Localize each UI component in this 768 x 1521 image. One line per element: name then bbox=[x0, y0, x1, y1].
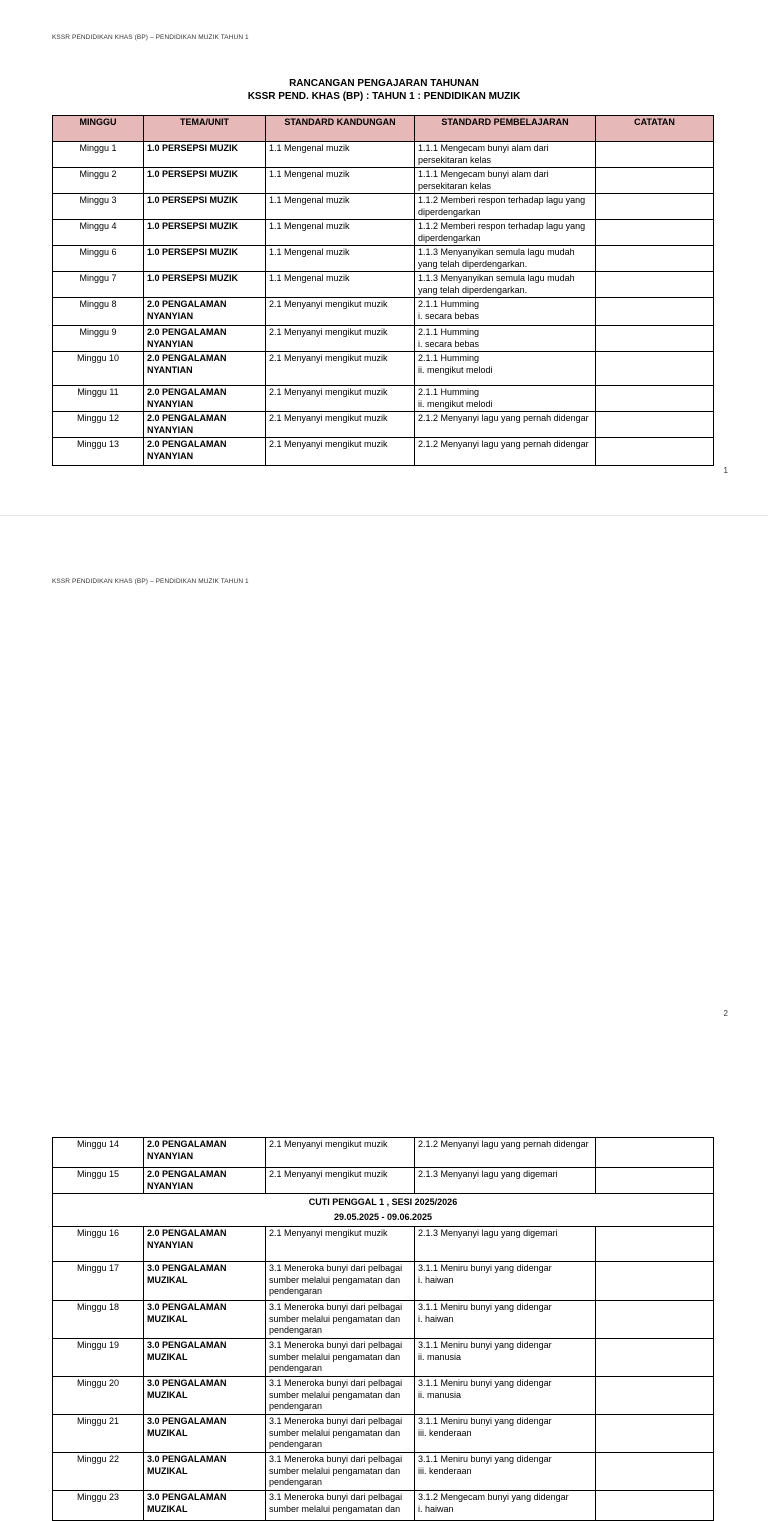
cell-kandungan: 1.1 Mengenal muzik bbox=[266, 194, 415, 220]
table-row bbox=[53, 1262, 714, 1301]
cell-tema: 2.0 PENGALAMAN NYANYIAN bbox=[144, 326, 266, 352]
table-row bbox=[53, 1138, 714, 1168]
cell-minggu: Minggu 10 bbox=[53, 352, 144, 386]
cell-minggu: Minggu 12 bbox=[53, 412, 144, 438]
cell-catatan bbox=[596, 1377, 714, 1415]
table-header-row bbox=[53, 116, 714, 142]
cell-catatan bbox=[596, 272, 714, 298]
cell-catatan bbox=[596, 1453, 714, 1491]
table-row bbox=[53, 1168, 714, 1194]
page-number: 1 bbox=[723, 466, 728, 475]
cell-pembelajaran: 3.1.1 Meniru bunyi yang didengar iii. kenderaan bbox=[415, 1453, 596, 1491]
cell-kandungan: 2.1 Menyanyi mengikut muzik bbox=[266, 386, 415, 412]
cell-minggu: Minggu 17 bbox=[53, 1262, 144, 1301]
cell-catatan bbox=[596, 352, 714, 386]
table-row bbox=[53, 194, 714, 220]
cell-pembelajaran: 2.1.3 Menyanyi lagu yang digemari bbox=[415, 1227, 596, 1262]
cell-kandungan: 3.1 Meneroka bunyi dari pelbagai sumber melalui pengamatan dan pendengaran bbox=[266, 1301, 415, 1339]
cell-tema: 3.0 PENGALAMAN MUZIKAL bbox=[144, 1262, 266, 1301]
cell-pembelajaran: 1.1.3 Menyanyikan semula lagu mudah yang telah diperdengarkan. bbox=[415, 246, 596, 272]
cell-minggu: Minggu 3 bbox=[53, 194, 144, 220]
table-row bbox=[53, 1453, 714, 1491]
cell-pembelajaran: 1.1.1 Mengecam bunyi alam dari persekitaran kelas bbox=[415, 168, 596, 194]
cell-tema: 2.0 PENGALAMAN NYANYIAN bbox=[144, 412, 266, 438]
running-header: KSSR PENDIDIKAN KHAS (BP) – PENDIDIKAN MUZIK TAHUN 1 bbox=[52, 578, 249, 585]
cell-kandungan: 2.1 Menyanyi mengikut muzik bbox=[266, 352, 415, 386]
cell-pembelajaran: 1.1.3 Menyanyikan semula lagu mudah yang telah diperdengarkan. bbox=[415, 272, 596, 298]
col-header-pembelajaran: STANDARD PEMBELAJARAN bbox=[415, 116, 596, 142]
col-header-minggu: MINGGU bbox=[53, 116, 144, 142]
cell-pembelajaran: 1.1.2 Memberi respon terhadap lagu yang diperdengarkan bbox=[415, 194, 596, 220]
cell-kandungan: 3.1 Meneroka bunyi dari pelbagai sumber melalui pengamatan dan pendengaran bbox=[266, 1377, 415, 1415]
page-2 bbox=[0, 515, 768, 1514]
cell-minggu: Minggu 23 bbox=[53, 1491, 144, 1521]
holiday-title: CUTI PENGGAL 1 , SESI 2025/2026 bbox=[308, 1197, 458, 1207]
cell-kandungan: 3.1 Meneroka bunyi dari pelbagai sumber melalui pengamatan dan pendengaran bbox=[266, 1415, 415, 1453]
cell-tema: 2.0 PENGALAMAN NYANYIAN bbox=[144, 1227, 266, 1262]
cell-pembelajaran: 2.1.1 Humming ii. mengikut melodi bbox=[415, 386, 596, 412]
table-row bbox=[53, 438, 714, 466]
cell-kandungan: 1.1 Mengenal muzik bbox=[266, 168, 415, 194]
cell-kandungan: 2.1 Menyanyi mengikut muzik bbox=[266, 298, 415, 326]
table-row bbox=[53, 352, 714, 386]
table-row bbox=[53, 1415, 714, 1453]
cell-tema: 2.0 PENGALAMAN NYANYIAN bbox=[144, 438, 266, 466]
holiday-dates: 29.05.2025 - 09.06.2025 bbox=[333, 1212, 433, 1222]
cell-minggu: Minggu 15 bbox=[53, 1168, 144, 1194]
cell-minggu: Minggu 18 bbox=[53, 1301, 144, 1339]
cell-tema: 1.0 PERSEPSI MUZIK bbox=[144, 246, 266, 272]
cell-catatan bbox=[596, 1138, 714, 1168]
cell-pembelajaran: 3.1.1 Meniru bunyi yang didengar i. haiwan bbox=[415, 1262, 596, 1301]
cell-pembelajaran: 1.1.1 Mengecam bunyi alam dari persekitaran kelas bbox=[415, 142, 596, 168]
yearly-plan-table bbox=[52, 115, 714, 466]
table-row bbox=[53, 220, 714, 246]
cell-catatan bbox=[596, 142, 714, 168]
cell-tema: 1.0 PERSEPSI MUZIK bbox=[144, 168, 266, 194]
cell-minggu: Minggu 9 bbox=[53, 326, 144, 352]
cell-tema: 1.0 PERSEPSI MUZIK bbox=[144, 142, 266, 168]
cell-catatan bbox=[596, 326, 714, 352]
table-row bbox=[53, 168, 714, 194]
cell-minggu: Minggu 1 bbox=[53, 142, 144, 168]
cell-minggu: Minggu 14 bbox=[53, 1138, 144, 1168]
cell-kandungan: 1.1 Mengenal muzik bbox=[266, 272, 415, 298]
cell-tema: 1.0 PERSEPSI MUZIK bbox=[144, 220, 266, 246]
cell-kandungan: 3.1 Meneroka bunyi dari pelbagai sumber melalui pengamatan dan pendengaran bbox=[266, 1453, 415, 1491]
cell-tema: 3.0 PENGALAMAN MUZIKAL bbox=[144, 1453, 266, 1491]
cell-tema: 2.0 PENGALAMAN NYANYIAN bbox=[144, 298, 266, 326]
table-row bbox=[53, 246, 714, 272]
document-title: RANCANGAN PENGAJARAN TAHUNAN bbox=[289, 78, 479, 89]
cell-catatan bbox=[596, 1491, 714, 1521]
cell-catatan bbox=[596, 220, 714, 246]
cell-pembelajaran: 2.1.2 Menyanyi lagu yang pernah didengar bbox=[415, 412, 596, 438]
cell-kandungan: 2.1 Menyanyi mengikut muzik bbox=[266, 1138, 415, 1168]
cell-pembelajaran: 1.1.2 Memberi respon terhadap lagu yang diperdengarkan bbox=[415, 220, 596, 246]
yearly-plan-table-continued bbox=[52, 1137, 714, 1521]
table-row bbox=[53, 1301, 714, 1339]
cell-pembelajaran: 3.1.2 Mengecam bunyi yang didengar i. haiwan bbox=[415, 1491, 596, 1521]
cell-pembelajaran: 2.1.2 Menyanyi lagu yang pernah didengar bbox=[415, 438, 596, 466]
cell-minggu: Minggu 2 bbox=[53, 168, 144, 194]
document-subtitle: KSSR PEND. KHAS (BP) : TAHUN 1 : PENDIDIKAN MUZIK bbox=[247, 91, 521, 102]
cell-pembelajaran: 2.1.1 Humming i. secara bebas bbox=[415, 298, 596, 326]
page-1 bbox=[0, 0, 768, 515]
cell-minggu: Minggu 4 bbox=[53, 220, 144, 246]
cell-catatan bbox=[596, 246, 714, 272]
cell-catatan bbox=[596, 1262, 714, 1301]
table-row bbox=[53, 1227, 714, 1262]
col-header-kandungan: STANDARD KANDUNGAN bbox=[266, 116, 415, 142]
cell-tema: 2.0 PENGALAMAN NYANYIAN bbox=[144, 386, 266, 412]
cell-minggu: Minggu 11 bbox=[53, 386, 144, 412]
cell-kandungan: 2.1 Menyanyi mengikut muzik bbox=[266, 1168, 415, 1194]
cell-tema: 2.0 PENGALAMAN NYANYIAN bbox=[144, 1168, 266, 1194]
cell-tema: 2.0 PENGALAMAN NYANTIAN bbox=[144, 352, 266, 386]
cell-pembelajaran: 3.1.1 Meniru bunyi yang didengar ii. manusia bbox=[415, 1339, 596, 1377]
cell-pembelajaran: 2.1.1 Humming i. secara bebas bbox=[415, 326, 596, 352]
cell-catatan bbox=[596, 1339, 714, 1377]
cell-kandungan: 3.1 Meneroka bunyi dari pelbagai sumber melalui pengamatan dan pendengaran bbox=[266, 1339, 415, 1377]
cell-tema: 1.0 PERSEPSI MUZIK bbox=[144, 194, 266, 220]
cell-minggu: Minggu 21 bbox=[53, 1415, 144, 1453]
cell-minggu: Minggu 13 bbox=[53, 438, 144, 466]
table-row bbox=[53, 1491, 714, 1521]
table-row bbox=[53, 386, 714, 412]
cell-catatan bbox=[596, 1227, 714, 1262]
cell-minggu: Minggu 20 bbox=[53, 1377, 144, 1415]
cell-pembelajaran: 2.1.2 Menyanyi lagu yang pernah didengar bbox=[415, 1138, 596, 1168]
cell-kandungan: 2.1 Menyanyi mengikut muzik bbox=[266, 438, 415, 466]
cell-pembelajaran: 2.1.1 Humming ii. mengikut melodi bbox=[415, 352, 596, 386]
cell-minggu: Minggu 16 bbox=[53, 1227, 144, 1262]
cell-tema: 1.0 PERSEPSI MUZIK bbox=[144, 272, 266, 298]
holiday-cell bbox=[53, 1194, 714, 1227]
table-row bbox=[53, 298, 714, 326]
cell-tema: 2.0 PENGALAMAN NYANYIAN bbox=[144, 1138, 266, 1168]
cell-catatan bbox=[596, 168, 714, 194]
cell-pembelajaran: 3.1.1 Meniru bunyi yang didengar ii. manusia bbox=[415, 1377, 596, 1415]
cell-catatan bbox=[596, 298, 714, 326]
table-row bbox=[53, 272, 714, 298]
cell-tema: 3.0 PENGALAMAN MUZIKAL bbox=[144, 1491, 266, 1521]
cell-kandungan: 2.1 Menyanyi mengikut muzik bbox=[266, 326, 415, 352]
holiday-row bbox=[53, 1194, 714, 1227]
col-header-catatan: CATATAN bbox=[596, 116, 714, 142]
cell-catatan bbox=[596, 386, 714, 412]
table-row bbox=[53, 142, 714, 168]
cell-catatan bbox=[596, 1301, 714, 1339]
running-header: KSSR PENDIDIKAN KHAS (BP) – PENDIDIKAN MUZIK TAHUN 1 bbox=[52, 34, 249, 41]
cell-kandungan: 2.1 Menyanyi mengikut muzik bbox=[266, 1227, 415, 1262]
cell-catatan bbox=[596, 1168, 714, 1194]
cell-kandungan: 1.1 Mengenal muzik bbox=[266, 142, 415, 168]
cell-kandungan: 1.1 Mengenal muzik bbox=[266, 246, 415, 272]
cell-catatan bbox=[596, 1415, 714, 1453]
table-row bbox=[53, 326, 714, 352]
cell-kandungan: 2.1 Menyanyi mengikut muzik bbox=[266, 412, 415, 438]
cell-pembelajaran: 2.1.3 Menyanyi lagu yang digemari bbox=[415, 1168, 596, 1194]
cell-tema: 3.0 PENGALAMAN MUZIKAL bbox=[144, 1301, 266, 1339]
table-row bbox=[53, 412, 714, 438]
col-header-tema: TEMA/UNIT bbox=[144, 116, 266, 142]
table-row bbox=[53, 1339, 714, 1377]
cell-kandungan: 3.1 Meneroka bunyi dari pelbagai sumber melalui pengamatan dan pendengaran bbox=[266, 1262, 415, 1301]
cell-tema: 3.0 PENGALAMAN MUZIKAL bbox=[144, 1415, 266, 1453]
page-number: 2 bbox=[723, 1009, 728, 1018]
cell-pembelajaran: 3.1.1 Meniru bunyi yang didengar iii. kenderaan bbox=[415, 1415, 596, 1453]
cell-catatan bbox=[596, 412, 714, 438]
cell-catatan bbox=[596, 194, 714, 220]
cell-tema: 3.0 PENGALAMAN MUZIKAL bbox=[144, 1339, 266, 1377]
cell-minggu: Minggu 6 bbox=[53, 246, 144, 272]
cell-kandungan: 3.1 Meneroka bunyi dari pelbagai sumber melalui pengamatan dan bbox=[266, 1491, 415, 1521]
cell-catatan bbox=[596, 438, 714, 466]
table-row bbox=[53, 1377, 714, 1415]
cell-minggu: Minggu 7 bbox=[53, 272, 144, 298]
cell-minggu: Minggu 8 bbox=[53, 298, 144, 326]
cell-kandungan: 1.1 Mengenal muzik bbox=[266, 220, 415, 246]
cell-minggu: Minggu 19 bbox=[53, 1339, 144, 1377]
cell-tema: 3.0 PENGALAMAN MUZIKAL bbox=[144, 1377, 266, 1415]
cell-minggu: Minggu 22 bbox=[53, 1453, 144, 1491]
cell-pembelajaran: 3.1.1 Meniru bunyi yang didengar i. haiwan bbox=[415, 1301, 596, 1339]
